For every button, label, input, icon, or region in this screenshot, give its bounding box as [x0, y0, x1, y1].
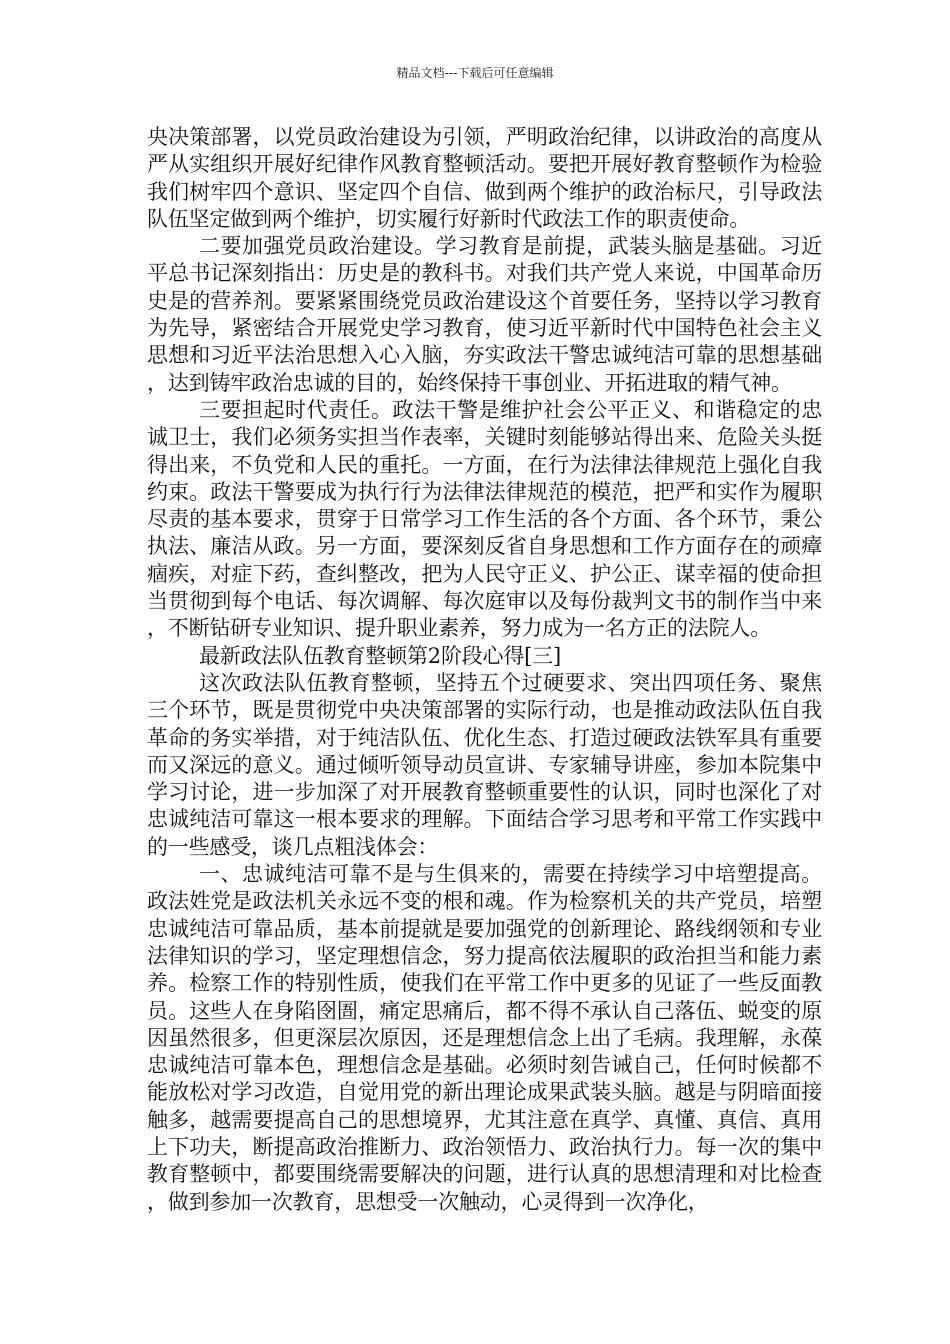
- paragraph-4: 这次政法队伍教育整顿，坚持五个过硬要求、突出四项任务、聚焦三个环节，既是贯彻党中央决策部署的实际行动，也是推动政法队伍自我革命的务实举措，对于纯洁队伍、优化生态、打造过硬政法铁军具有重要而又深远的意义。通过倾听领导动员宣讲、专家辅导讲座，参加本院集中学习讨论，进一步加深了对开展教育整顿重要性的认识，同时也深化了对忠诚纯洁可靠这一根本要求的理解。下面结合学习思考和平常工作实践中的一些感受，谈几点粗浅体会：: [147, 670, 822, 859]
- paragraph-1: 央决策部署，以党员政治建设为引领，严明政治纪律，以讲政治的高度从严从实组织开展好纪律作风教育整顿活动。要把开展好教育整顿作为检验我们树牢四个意识、坚定四个自信、做到两个维护的政治标尺，引导政法队伍坚定做到两个维护，切实履行好新时代政法工作的职责使命。: [147, 125, 822, 231]
- paragraph-2: 二要加强党员政治建设。学习教育是前提，武装头脑是基础。习近平总书记深刻指出：历史是的教科书。对我们共产党人来说，中国革命历史是的营养剂。要紧紧围绕党员政治建设这个首要任务，坚持以学习教育为先导，紧密结合开展党史学习教育，使习近平新时代中国特色社会主义思想和习近平法治思想入心入脑，夯实政法干警忠诚纯洁可靠的思想基础，达到铸牢政治忠诚的目的，始终保持干事创业、开拓进取的精气神。: [147, 234, 822, 395]
- document-body: [147, 124, 822, 1216]
- paragraph-3: 三要担起时代责任。政法干警是维护社会公平正义、和谐稳定的忠诚卫士，我们必须务实担当作表率，关键时刻能够站得出来、危险关头挺得出来，不负党和人民的重托。一方面，在行为法律法律规范上强化自我约束。政法干警要成为执行行为法律法律规范的模范，把严和实作为履职尽责的基本要求，贯穿于日常学习工作生活的各个方面、各个环节，秉公执法、廉洁从政。另一方面，要深刻反省自身思想和工作方面存在的顽瘴痼疾，对症下药，查纠整改，把为人民守正义、护公正、谋幸福的使命担当贯彻到每个电话、每次调解、每次庭审以及每份裁判文书的制作当中来，不断钻研专业知识、提升职业素养，努力成为一名方正的法院人。: [147, 397, 822, 641]
- paragraph-5: 一、忠诚纯洁可靠不是与生俱来的，需要在持续学习中培塑提高。政法姓党是政法机关永远不变的根和魂。作为检察机关的共产党员，培塑忠诚纯洁可靠品质，基本前提就是要加强党的创新理论、路线纲领和专业法律知识的学习，坚定理想信念，努力提高依法履职的政治担当和能力素养。检察工作的特别性质，使我们在平常工作中更多的见证了一些反面教员。这些人在身陷囹圄，痛定思痛后，都不得不承认自己落伍、蜕变的原因虽然很多，但更深层次原因，还是理想信念上出了毛病。我理解，永葆忠诚纯洁可靠本色，理想信念是基础。必须时刻告诫自己，任何时候都不能放松对学习改造，自觉用党的新出理论成果武装头脑。越是与阴暗面接触多，越需要提高自己的思想境界，尤其注意在真学、真懂、真信、真用上下功夫，断提高政治推断力、政治领悟力、政治执行力。每一次的集中教育整顿中，都要围绕需要解决的问题，进行认真的思想清理和对比检查，做到参加一次教育，思想受一次触动，心灵得到一次净化，: [147, 862, 822, 1214]
- page-header: 精品文档---下载后可任意编辑: [396, 66, 554, 80]
- section-title: 最新政法队伍教育整顿第2阶段心得[三]: [199, 643, 561, 668]
